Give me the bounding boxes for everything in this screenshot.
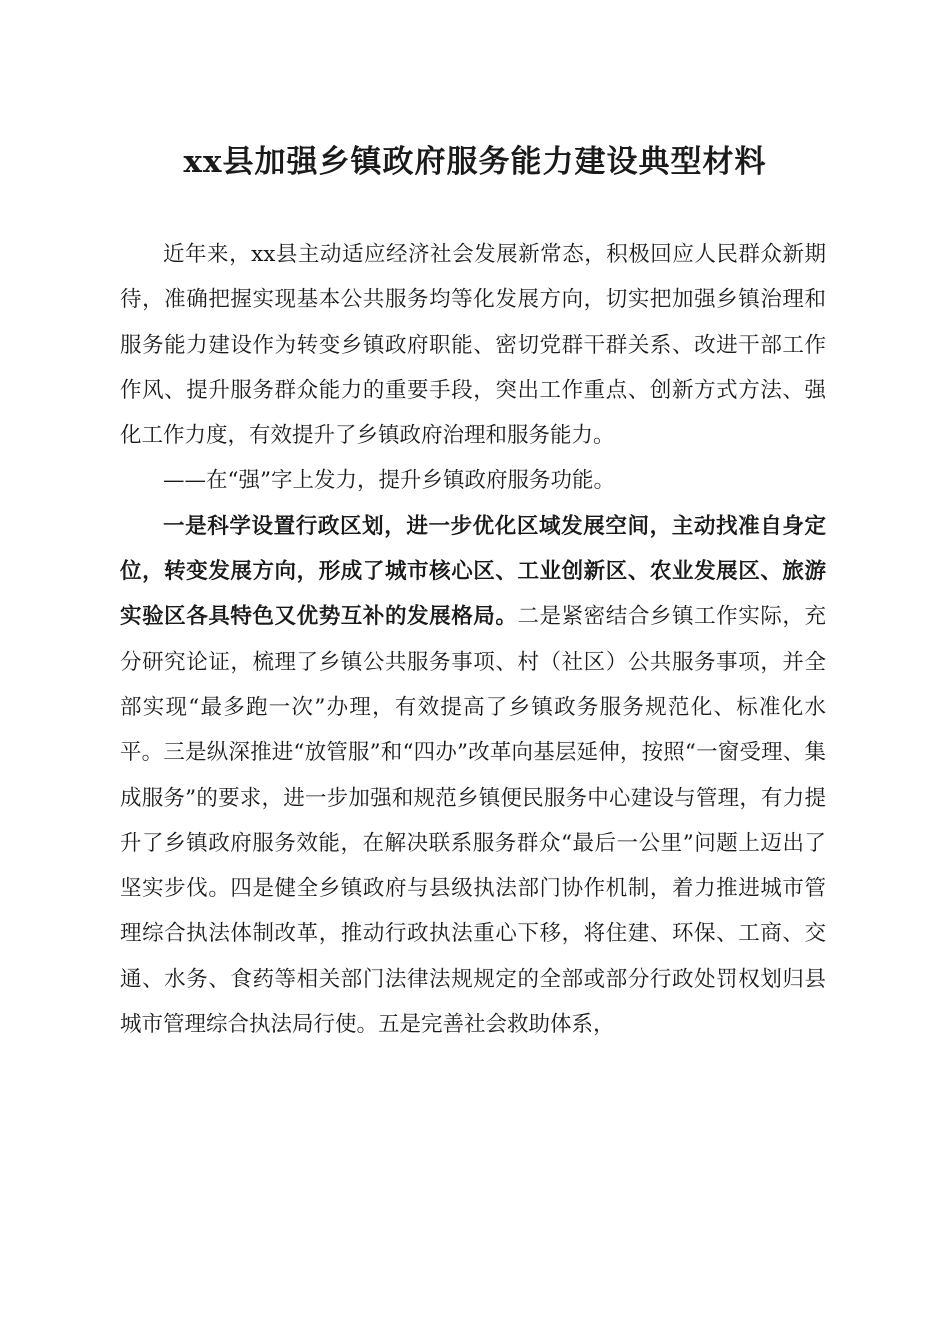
document-body xyxy=(120,232,826,1047)
paragraph-section-heading: ——在“强”字上发力，提升乡镇政府服务功能。 xyxy=(163,468,615,494)
document-title: xx县加强乡镇政府服务能力建设典型材料 xyxy=(183,144,767,180)
paragraph-intro: 近年来，xx县主动适应经济社会发展新常态，积极回应人民群众新期待，准确把握实现基本公共服务均等化发展方向，切实把加强乡镇治理和服务能力建设作为转变乡镇政府职能、密切党群干群关系、改进干部工作作风、提升服务群众能力的重要手段，突出工作重点、创新方式方法、强化工作力度，有效提升了乡镇政府治理和服务能力。 xyxy=(120,242,826,449)
paragraph-measures-lead: 一是科学设置行政区划，进一步优化区域发展空间，主动找准自身定位，转变发展方向，形成了城市核心区、工业创新区、农业发展区、旅游实验区各具特色又优势互补的发展格局。 xyxy=(120,513,826,630)
paragraph-measures xyxy=(120,504,826,1048)
paragraph-measures-rest: 二是紧密结合乡镇工作实际，充分研究论证，梳理了乡镇公共服务事项、村（社区）公共服务事项，并全部实现“最多跑一次”办理，有效提高了乡镇政务服务规范化、标准化水平。三是纵深推进“放管服”和“四办”改革向基层延伸，按照“一窗受理、集成服务”的要求，进一步加强和规范乡镇便民服务中心建设与管理，有力提升了乡镇政府服务效能，在解决联系服务群众“最后一公里”问题上迈出了坚实步伐。四是健全乡镇政府与县级执法部门协作机制，着力推进城市管理综合执法体制改革，推动行政执法重心下移，将住建、环保、工商、交通、水务、食药等相关部门法律法规规定的全部或部分行政处罚权划归县城市管理综合执法局行使。五是完善社会救助体系， xyxy=(120,604,826,1038)
